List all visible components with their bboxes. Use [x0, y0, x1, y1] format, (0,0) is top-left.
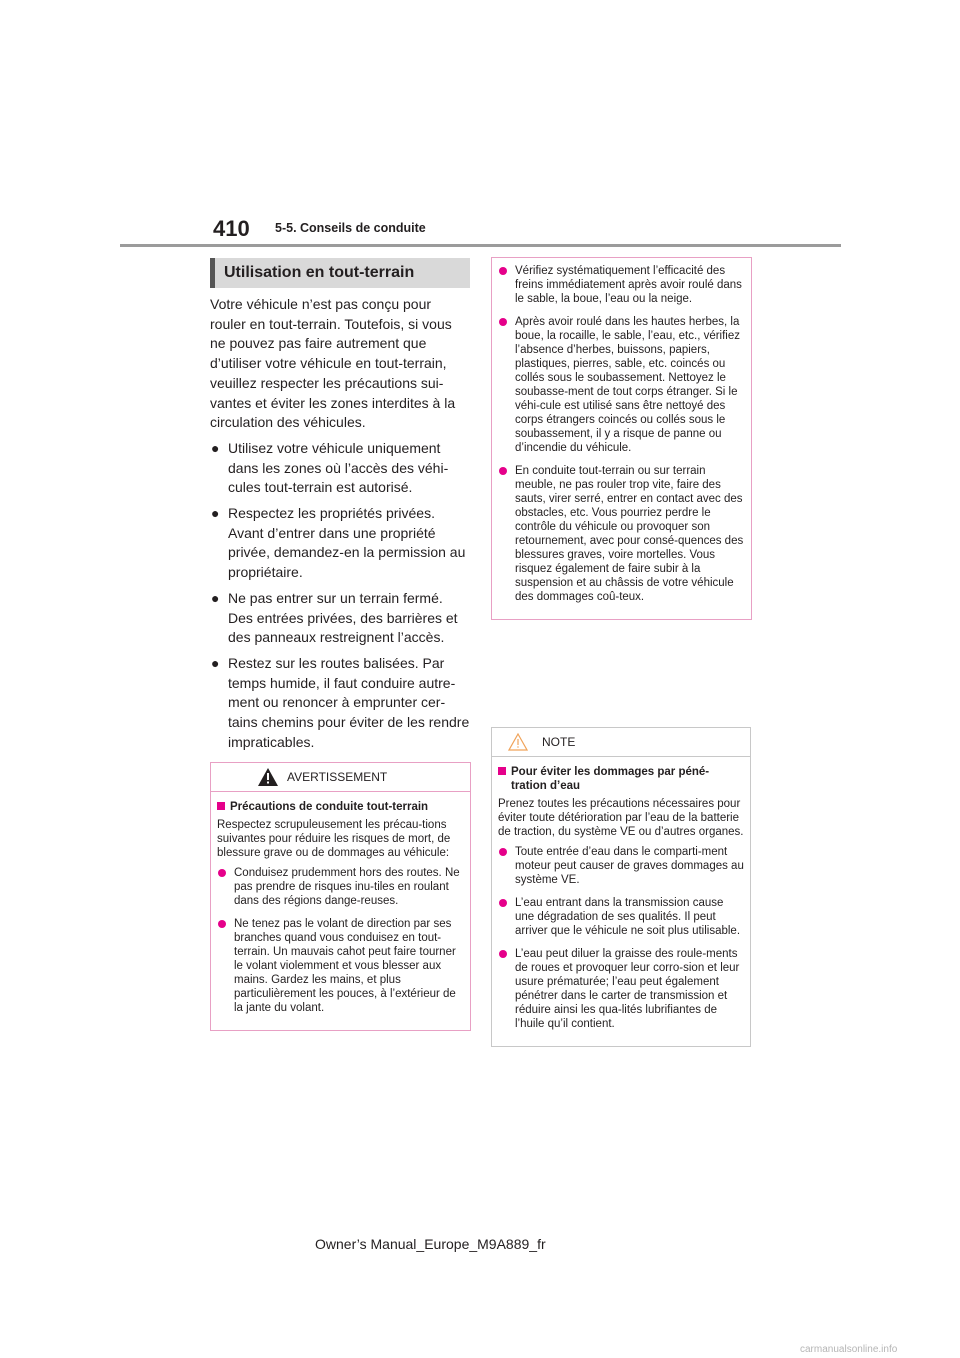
bullet-icon	[499, 899, 507, 907]
bullet-icon	[218, 920, 226, 928]
offroad-rules-list	[210, 439, 470, 753]
list-item	[498, 315, 745, 455]
square-bullet-icon	[498, 767, 506, 775]
warning-box	[210, 762, 471, 1031]
warning-list	[217, 866, 464, 1015]
list-item-text: Ne tenez pas le volant de direction par ses branches quand vous conduisez en tout-terrain. Un mauvais cahot peut faire tourner le volant violemment et vous blesser aux mains. Gardez les mains, et plus particulièrement les pouces, à l’extérieur de la jante du volant.	[234, 918, 456, 1014]
list-item-text: Après avoir roulé dans les hautes herbes, la boue, la rocaille, le sable, l’eau, etc., vérifiez l’absence d’herbes, buissons, papiers, plastiques, pierres, sable, etc. coincés ou collés sous le soubassement. Nettoyez le soubasse-ment de tout corps étranger. Si le véhi-cule est utilisé sans être nettoyé des corps étrangers coincés ou collés sous le soubassement, il y a risque de panne ou d’incendie du véhicule.	[515, 316, 741, 454]
note-list	[498, 845, 744, 1031]
bullet-icon	[499, 267, 507, 275]
warning-continued-body	[492, 258, 751, 619]
list-item	[210, 504, 470, 583]
list-item	[217, 866, 464, 908]
square-bullet-icon	[217, 802, 225, 810]
intro-paragraph: Votre véhicule n’est pas conçu pour rouler en tout-terrain. Toutefois, si vous ne pouvez pas faire autrement que d’utiliser votre véhicule en tout-terrain, veuillez respecter les précautions sui-vantes et éviter les zones interdites à la circulation des véhicules.	[210, 296, 456, 431]
left-column	[210, 258, 470, 758]
section-heading: Utilisation en tout-terrain	[210, 258, 470, 288]
warning-continued-list	[498, 264, 745, 604]
list-item	[498, 896, 744, 938]
bullet-icon	[499, 950, 507, 958]
list-item-text: Respectez les propriétés privées. Avant d’entrer dans une propriété privée, demandez-en la permission au propriétaire.	[228, 505, 466, 581]
list-item-text: Restez sur les routes balisées. Par temps humide, il faut conduire autre-ment ou renoncer à emprunter cer-tains chemins pour éviter de les rendre impraticables.	[228, 654, 470, 750]
footer-text: Owner’s Manual_Europe_M9A889_fr	[315, 1236, 546, 1252]
warning-text: Respectez scrupuleusement les précau-tions suivantes pour réduire les risques de mort, de blessure grave ou de dommages au véhicule:	[217, 819, 451, 859]
list-item	[217, 917, 464, 1015]
list-item-text: Vérifiez systématiquement l’efficacité des freins immédiatement après avoir roulé dans le sable, la boue, l’eau ou la neige.	[515, 265, 742, 305]
note-label: NOTE	[542, 735, 576, 749]
caution-icon	[508, 733, 528, 751]
list-item-text: En conduite tout-terrain ou sur terrain meuble, ne pas rouler trop vite, faire des sauts, virer serré, entrer en contact avec des obstacles, etc. Vous pourriez perdre le contrôle du véhicule ou provoquer son retournement, avec pour consé-quences des blessures graves, voire mortelles. Vous risquez également de faire subir à la suspension et au châssis de votre véhicule des dommages coû-teux.	[515, 465, 744, 603]
list-item-text: L’eau peut diluer la graisse des roule-ments de roues et provoquer leur corro-sion et leur usure prématurée; l’eau peut également pénétrer dans le carter de transmission et réduire ainsi les qua-lités lubrifiantes de l’huile qu’il contient.	[515, 948, 740, 1030]
note-title-text: Pour éviter les dommages par péné-tration d’eau	[511, 766, 710, 792]
bullet-icon	[499, 848, 507, 856]
note-body	[492, 757, 750, 1046]
warning-continued-box	[491, 257, 752, 620]
list-item	[498, 947, 744, 1031]
bullet-icon	[499, 467, 507, 475]
bullet-icon: ●	[211, 589, 220, 606]
warning-label: AVERTISSEMENT	[287, 770, 388, 784]
list-item	[210, 654, 470, 753]
warning-title-text: Précautions de conduite tout-terrain	[230, 801, 429, 813]
bullet-icon: ●	[211, 505, 220, 522]
warning-body	[211, 792, 470, 1030]
list-item-text: Toute entrée d’eau dans le comparti-ment moteur peut causer de graves dommages au système VE.	[515, 846, 744, 886]
page-number: 410	[213, 216, 250, 241]
note-box	[491, 727, 751, 1047]
note-header	[492, 728, 750, 757]
list-item	[210, 439, 470, 498]
list-item-text: Utilisez votre véhicule uniquement dans les zones où l’accès des véhi-cules tout-terrain est autorisé.	[228, 439, 449, 496]
note-text: Prenez toutes les précautions nécessaires pour éviter toute détérioration par l’eau de la batterie de traction, du système VE ou d’autres organes.	[498, 798, 744, 838]
list-item-text: L’eau entrant dans la transmission cause une dégradation de ses qualités. Il peut arriver que le véhicule ne soit plus utilisable.	[515, 897, 741, 937]
list-item	[498, 464, 745, 604]
list-item-text: Conduisez prudemment hors des routes. Ne pas prendre de risques inu-tiles en roulant dans des régions dange-reuses.	[234, 867, 460, 907]
bullet-icon: ●	[211, 654, 220, 671]
warning-icon	[258, 768, 278, 786]
warning-title	[217, 800, 464, 814]
section-title: 5-5. Conseils de conduite	[275, 221, 426, 235]
note-title	[498, 765, 744, 793]
list-item	[498, 264, 745, 306]
list-item-text: Ne pas entrer sur un terrain fermé. Des entrées privées, des barrières et des panneaux restreignent l’accès.	[228, 589, 458, 646]
warning-header	[211, 763, 470, 792]
list-item	[210, 589, 470, 648]
list-item	[498, 845, 744, 887]
watermark: carmanualsonline.info	[800, 1344, 898, 1355]
header-divider	[120, 244, 841, 247]
bullet-icon	[218, 869, 226, 877]
bullet-icon: ●	[211, 439, 220, 456]
bullet-icon	[499, 318, 507, 326]
